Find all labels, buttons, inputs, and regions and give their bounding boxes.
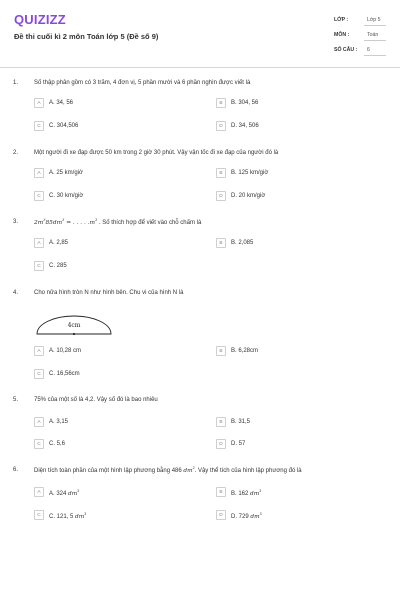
meta-value-class[interactable]: Lớp 5	[364, 17, 386, 26]
meta-value-subject[interactable]: Toán	[364, 32, 386, 41]
question-text: $2m^385dm^3$ = . . . . $.m^3$ . Số thích hợp để viết vào chỗ chấm là	[34, 218, 202, 226]
diameter-label: 4cm	[67, 322, 81, 329]
option-letter-badge: C	[34, 191, 44, 201]
option-letter-badge: B	[216, 417, 226, 427]
meta-label-count: SỐ CÂU :	[334, 47, 358, 53]
option-text: C. 30 km/giờ	[49, 193, 84, 199]
question-number: 5.	[13, 397, 19, 403]
option-letter-badge: A	[34, 168, 44, 178]
question-text: Một người đi xe đạp được 50 km trong 2 giờ 30 phút. Vậy vận tốc đi xe đạp của người đó là	[34, 150, 279, 156]
question-number: 6.	[13, 467, 19, 473]
option-letter-badge: B	[216, 168, 226, 178]
meta-label-class: LỚP :	[334, 17, 349, 23]
option-letter-badge: A	[34, 98, 44, 108]
option-letter-badge: B	[216, 487, 226, 497]
option-text: A. 10,28 cm	[49, 348, 82, 354]
option-letter-badge: A	[34, 346, 44, 356]
option-text: D. 57	[231, 441, 246, 447]
question-number: 2.	[13, 150, 19, 156]
question-text: 75% của một số là 4,2. Vậy số đó là bao nhiêu	[34, 397, 158, 403]
option-text: A. 34, 56	[49, 100, 74, 106]
option-text: C. 304,506	[49, 123, 79, 129]
option-text: C. 16,56cm	[49, 371, 80, 377]
option-letter-badge: C	[34, 510, 44, 520]
center-dot	[73, 333, 75, 335]
option-text: D. 20 km/giờ	[231, 193, 266, 199]
option-text: B. 6,28cm	[231, 348, 259, 354]
exam-title: Đề thi cuối kì 2 môn Toán lớp 5 (Đề số 9)	[14, 32, 159, 41]
option-text: B. 304, 56	[231, 100, 259, 106]
question-number: 3.	[13, 219, 19, 225]
option-letter-badge: D	[216, 191, 226, 201]
meta-label-subject: MÔN :	[334, 32, 350, 38]
option-text: B. 31,5	[231, 419, 251, 425]
worksheet-header	[0, 0, 400, 68]
option-text: A. 324 $dm^3$	[49, 489, 80, 497]
option-letter-badge: C	[34, 369, 44, 379]
option-letter-badge: C	[34, 261, 44, 271]
option-text: A. 2,85	[49, 240, 69, 246]
option-letter-badge: A	[34, 417, 44, 427]
option-text: D. 729 $dm^3$	[231, 512, 262, 520]
option-letter-badge: C	[34, 121, 44, 131]
question-number: 4.	[13, 290, 19, 296]
meta-value-count[interactable]: 6	[364, 47, 386, 56]
option-text: D. 34, 506	[231, 123, 259, 129]
option-text: A. 25 km/giờ	[49, 170, 83, 176]
option-text: B. 2,085	[231, 240, 254, 246]
option-text: C. 121, 5 $dm^3$	[49, 512, 87, 520]
option-letter-badge: A	[34, 238, 44, 248]
option-letter-badge: D	[216, 121, 226, 131]
option-letter-badge: B	[216, 98, 226, 108]
question-number: 1.	[13, 80, 19, 86]
option-letter-badge: B	[216, 346, 226, 356]
option-letter-badge: A	[34, 487, 44, 497]
option-text: C. 5,6	[49, 441, 66, 447]
question-text: Cho nửa hình tròn N như hình bên. Chu vi của hình N là	[34, 290, 184, 296]
option-letter-badge: C	[34, 439, 44, 449]
math-expression: $2m^385dm^3$ = . . . . $.m^3$	[34, 218, 98, 226]
quizizz-logo: QUIZIZZ	[14, 12, 66, 27]
question-text: Số thập phân gồm có 3 trăm, 4 đơn vị, 5 phần mười và 6 phần nghìn được viết là	[34, 80, 251, 86]
option-letter-badge: B	[216, 238, 226, 248]
semicircle-figure	[34, 313, 114, 337]
option-text: C. 285	[49, 263, 67, 269]
option-text: B. 125 km/giờ	[231, 170, 269, 176]
option-text: B. 162 $dm^3$	[231, 489, 262, 497]
option-letter-badge: D	[216, 510, 226, 520]
option-letter-badge: D	[216, 439, 226, 449]
question-text: Diện tích toàn phần của một hình lập phương bằng 486 $dm^2$. Vậy thể tích của hình lập phương đó là	[34, 466, 302, 474]
option-text: A. 3,15	[49, 419, 69, 425]
